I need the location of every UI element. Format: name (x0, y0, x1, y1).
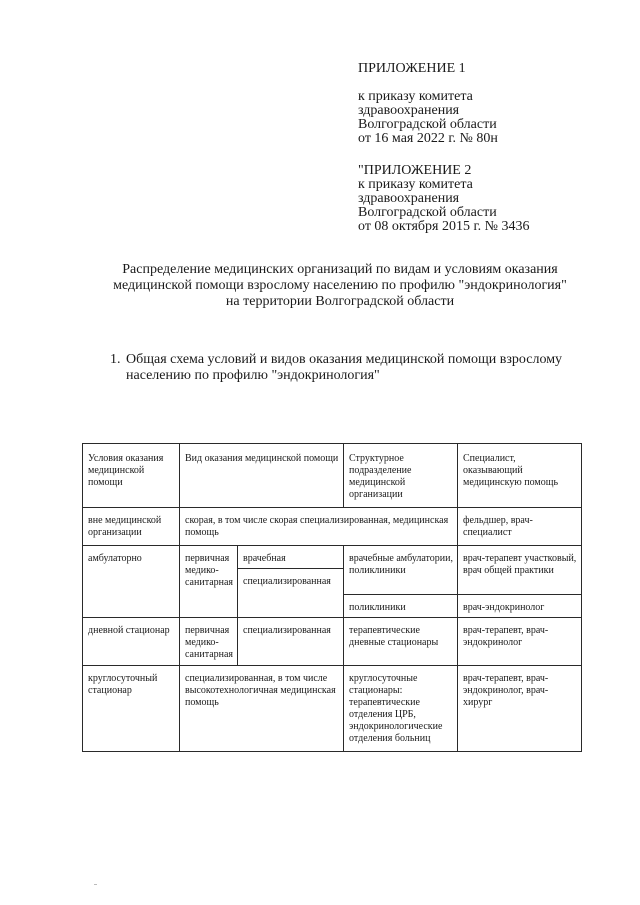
cell-condition: круглосуточный стационар (83, 666, 180, 752)
appendix-2-header (358, 164, 628, 234)
cell-condition: амбулаторно (83, 546, 180, 618)
appendix-2-line: от 08 октября 2015 г. № 3436 (358, 219, 530, 234)
table-row (83, 546, 582, 569)
section-heading-line: Общая схема условий и видов оказания медицинской помощи взрослому (126, 352, 563, 367)
cell-type-primary: первичная медико-санитарная (180, 618, 238, 666)
appendix-1-line: Волгоградской области (358, 117, 497, 132)
appendix-2-line: "ПРИЛОЖЕНИЕ 2 (358, 163, 472, 178)
section-heading-line: населению по профилю "эндокринология" (126, 368, 380, 383)
appendix-1-line: здравоохранения (358, 103, 460, 118)
table-row (83, 666, 582, 752)
appendix-1-title: ПРИЛОЖЕНИЕ 1 (358, 61, 466, 76)
cell-structure: поликлиники (344, 595, 458, 618)
care-scheme-table (82, 443, 582, 752)
appendix-2-line: Волгоградской области (358, 205, 497, 220)
header-specialist: Специалист, оказывающий медицинскую помощь (458, 444, 582, 508)
cell-condition: дневной стационар (83, 618, 180, 666)
section-number: 1. (110, 352, 121, 367)
cell-specialist: фельдшер, врач-специалист (458, 508, 582, 546)
header-type: Вид оказания медицинской помощи (180, 444, 344, 508)
cell-type-doctor: врачебная (238, 546, 344, 569)
appendix-2-line: здравоохранения (358, 191, 460, 206)
cell-type: специализированная, в том числе высокотехнологичная медицинская помощь (180, 666, 344, 752)
document-title (60, 262, 620, 310)
header-conditions: Условия оказания медицинской помощи (83, 444, 180, 508)
cell-structure: круглосуточные стационары: терапевтические отделения ЦРБ, эндокринологические отделения больниц (344, 666, 458, 752)
document-title-line: Распределение медицинских организаций по видам и условиям оказания (122, 262, 558, 277)
document-title-line: медицинской помощи взрослому населению по профилю "эндокринология" (113, 278, 567, 293)
section-heading (104, 352, 624, 384)
appendix-1-line: от 16 мая 2022 г. № 80н (358, 131, 498, 146)
cell-type-specialized: специализированная (238, 618, 344, 666)
cell-structure: врачебные амбулатории, поликлиники (344, 546, 458, 595)
appendix-1-header (358, 62, 628, 146)
care-scheme-table-wrap (82, 443, 582, 752)
table-row (83, 618, 582, 666)
cell-specialist: врач-терапевт, врач-эндокринолог, врач-хирург (458, 666, 582, 752)
cell-specialist: врач-эндокринолог (458, 595, 582, 618)
appendix-2-line: к приказу комитета (358, 177, 473, 192)
cell-type-specialized: специализированная (238, 569, 344, 618)
document-title-line: на территории Волгоградской области (225, 294, 455, 309)
cell-specialist: врач-терапевт, врач-эндокринолог (458, 618, 582, 666)
cell-structure: терапевтические дневные стационары (344, 618, 458, 666)
scan-artifact (94, 884, 97, 885)
cell-condition: вне медицинской организации (83, 508, 180, 546)
appendix-1-line: к приказу комитета (358, 89, 473, 104)
table-header-row (83, 444, 582, 508)
header-structure: Структурное подразделение медицинской организации (344, 444, 458, 508)
cell-specialist: врач-терапевт участковый, врач общей практики (458, 546, 582, 595)
cell-type: скорая, в том числе скорая специализированная, медицинская помощь (180, 508, 458, 546)
cell-type-primary: первичная медико-санитарная (180, 546, 238, 618)
table-row (83, 508, 582, 546)
